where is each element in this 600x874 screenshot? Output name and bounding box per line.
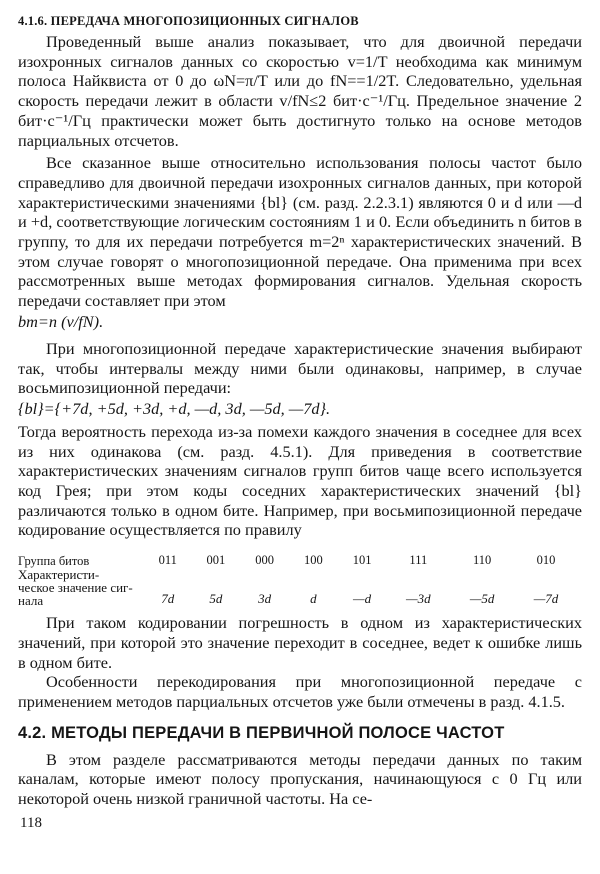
- row-label-signal-value: Характеристи- ческое значение сиг- нала: [18, 567, 133, 609]
- formula-specific-rate: bm=n (v/fN).: [18, 311, 104, 331]
- paragraph-baseband-intro: В этом разделе рассматриваются методы передачи данных по таким каналам, которые имеют полосу пропускания, начинающуюся с 0 Гц или некоторой очень низкой граничной частоты. На се-: [18, 749, 582, 809]
- row-label-bit-group: Группа битов: [18, 554, 90, 569]
- table-cell: 7d: [161, 591, 175, 607]
- table-row: [18, 548, 578, 568]
- table-cell: 000: [255, 553, 274, 568]
- table-cell: —d: [353, 591, 372, 607]
- paragraph-gray-code: Тогда вероятность перехода из-за помехи каждого значения в соседнее для всех из них одинакова (см. разд. 4.5.1). Для приведения в соответствие характеристических значениям сигналов групп битов чаще всего используется код Грея; при этом коды соседних характеристических значений {bl} различаются только в одном бите. Например, при восьмипозиционной передаче кодирование осуществляется по правилу: [18, 421, 582, 540]
- paragraph-coding-error: При таком кодировании погрешность в одном из характеристических значений, при которой это значение переходит в соседнее, ведет к ошибке лишь в одном бите.: [18, 613, 582, 672]
- page-number: 118: [20, 814, 42, 831]
- table-cell: d: [310, 591, 317, 607]
- table-cell: 3d: [258, 591, 272, 607]
- table-cell: 010: [536, 553, 556, 568]
- table-cell: 110: [473, 553, 492, 568]
- table-cell: 100: [303, 553, 323, 568]
- table-cell: —7d: [533, 591, 559, 607]
- table-cell: —3d: [406, 591, 431, 607]
- section-title: 4.2. МЕТОДЫ ПЕРЕДАЧИ В ПЕРВИЧНОЙ ПОЛОСЕ ЧАСТОТ: [18, 723, 505, 742]
- formula-value-set: {bl}={+7d, +5d, +3d, +d, —d, 3d, —5d, —7d}.: [18, 398, 331, 418]
- table-cell: 5d: [209, 591, 223, 607]
- table-row: [18, 568, 578, 607]
- table-cell: 111: [409, 553, 428, 568]
- paragraph-nyquist-band: Проведенный выше анализ показывает, что для двоичной передачи изохронных сигналов данных со скоростью v=1/T необходима как минимум полоса Найквиста от 0 до ωN=π/T или до fN==1/2T. Следовательно, удельная скорость передачи лежит в области v/fN≤2 бит·с⁻¹/Гц. Предельное значение 2 бит·с⁻¹/Гц практически может быть достигнуто только на основе методов парциальных отсчетов.: [18, 32, 582, 150]
- running-head: 4.1.6. ПЕРЕДАЧА МНОГОПОЗИЦИОННЫХ СИГНАЛОВ: [18, 14, 359, 28]
- paragraph-multilevel-values: При многопозиционной передаче характеристические значения выбирают так, чтобы интервалы между ними были одинаковы, например, в случае восьмипозиционной передачи:: [18, 338, 582, 398]
- paragraph-binary-transmission: Все сказанное выше относительно использования полосы частот было справедливо для двоичной передачи изохронных сигналов данных, при которой характеристическими значениями {bl} (см. разд. 2.2.3.1) являются 0 и d или —d и +d, соответствующие логическим состояниям 1 и 0. Если объединить n битов в группу, то для их передачи потребуется m=2ⁿ характеристических значений. В этом случае говорят о многопозиционной передаче. Она применима при всех рассмотренных выше методах формирования сигналов. Удельная скорость передачи составляет при этом: [18, 153, 582, 311]
- table-cell: 011: [158, 553, 177, 568]
- paragraph-recoding-note: Особенности перекодирования при многопозиционной передаче с применением методов парциальных отсчетов уже были отмечены в разд. 4.1.5.: [18, 672, 582, 711]
- table-cell: —5d: [469, 591, 495, 607]
- table-cell: 101: [352, 553, 372, 568]
- gray-code-table: [18, 548, 578, 607]
- book-page: [18, 10, 582, 832]
- table-cell: 001: [206, 553, 226, 568]
